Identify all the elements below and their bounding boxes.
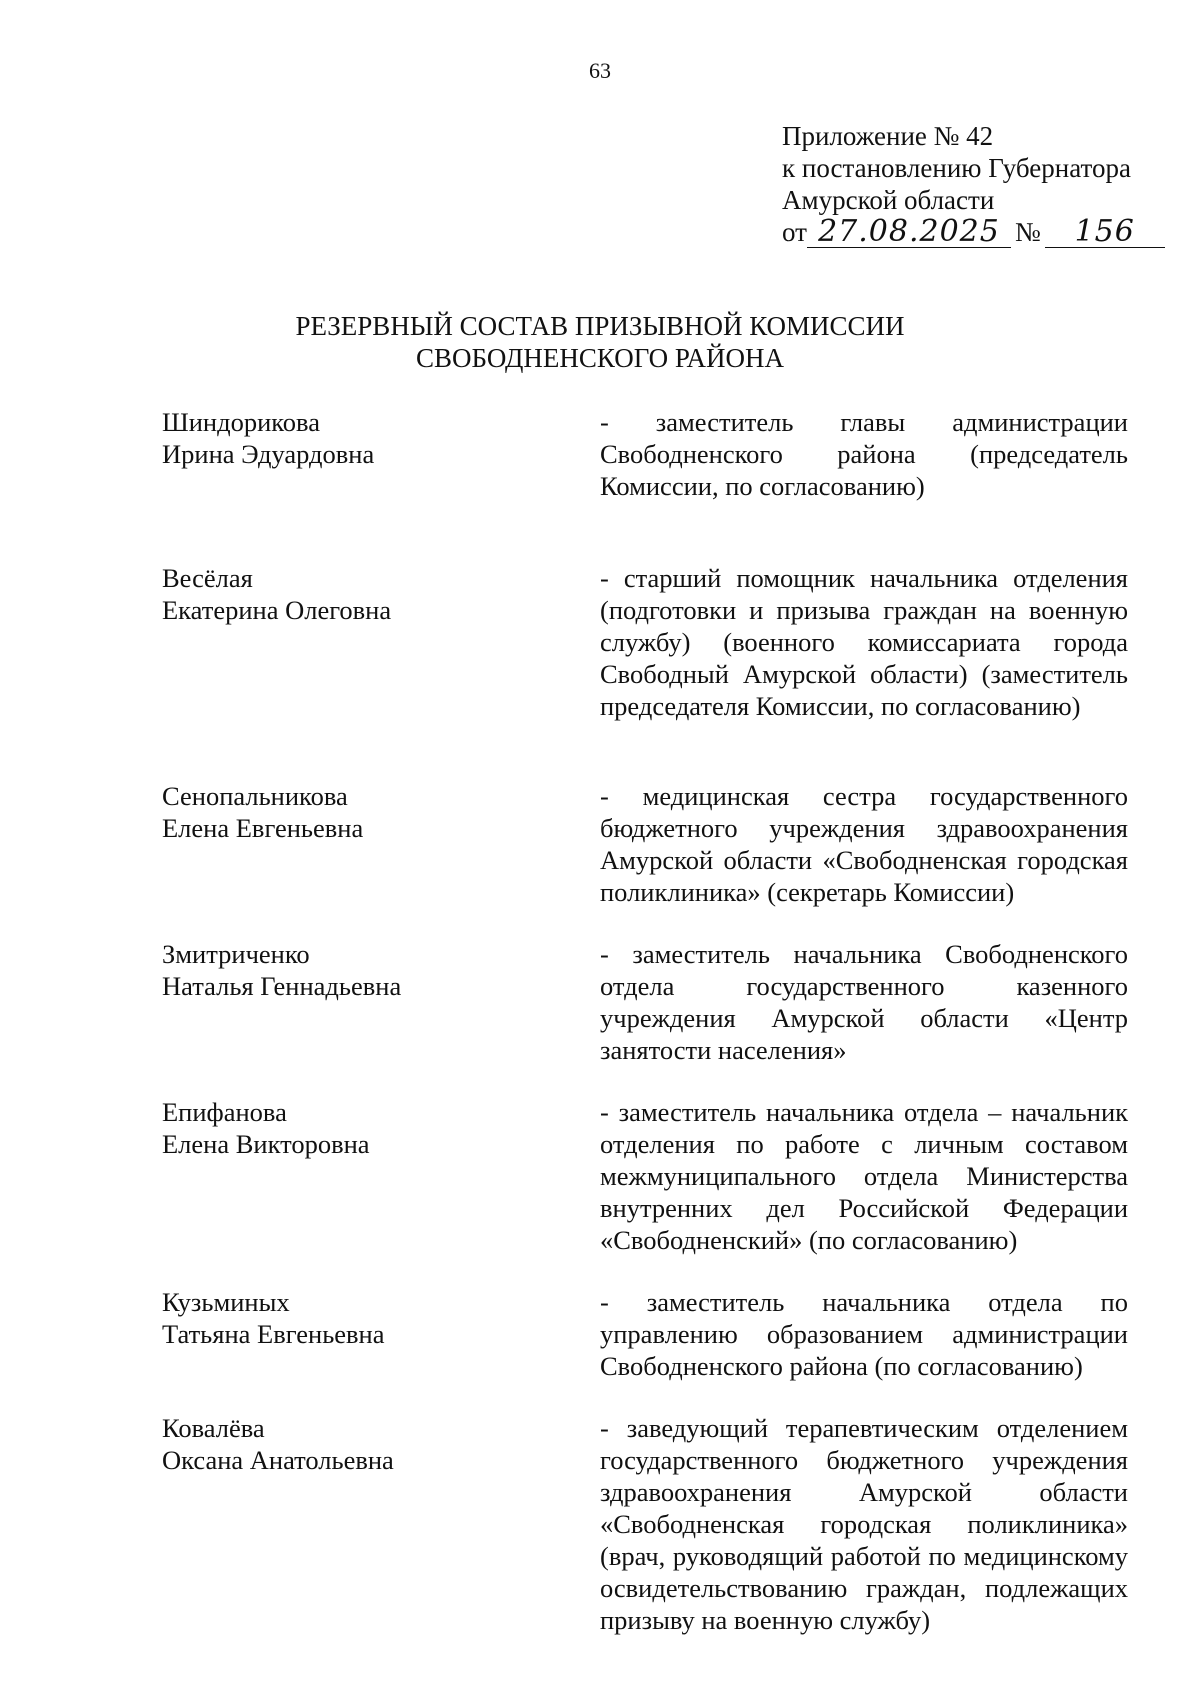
member-role: - старший помощник начальника отделения (подготовки и призыва граждан на военную службу) (военного комиссариата города Свободный Амурской области) (заместитель председателя Комиссии, по согласованию) (600, 563, 1128, 721)
member-role: - заместитель начальника отдела – начальник отделения по работе с личным составом межмуниципального отдела Министерства внутренних дел Российской Федерации «Свободненский» (по согласованию) (600, 1097, 1128, 1255)
member-name (162, 562, 600, 626)
member-given-names: Татьяна Евгеньевна (162, 1319, 385, 1349)
member-row (162, 1286, 1128, 1382)
member-row (162, 562, 1128, 722)
members-list (162, 406, 1128, 1636)
member-name (162, 406, 600, 470)
appendix-header (782, 120, 1165, 248)
member-name (162, 780, 600, 844)
appendix-date-line (782, 216, 1165, 248)
title-line-1: РЕЗЕРВНЫЙ СОСТАВ ПРИЗЫВНОЙ КОМИССИИ (295, 311, 905, 341)
member-role: - заместитель главы администрации Свободненского района (председатель Комиссии, по согласованию) (600, 407, 1128, 501)
number-label: № (1014, 217, 1041, 247)
member-surname: Епифанова (162, 1097, 287, 1127)
appendix-region: Амурской области (782, 185, 995, 215)
appendix-reference: к постановлению Губернатора (782, 153, 1131, 183)
member-row (162, 780, 1128, 908)
member-given-names: Екатерина Олеговна (162, 595, 392, 625)
member-row (162, 406, 1128, 502)
member-surname: Ковалёва (162, 1413, 265, 1443)
handwritten-date: 27.08.2025 (807, 217, 1011, 248)
member-name (162, 1286, 600, 1350)
page-number: 63 (589, 58, 611, 83)
member-given-names: Ирина Эдуардовна (162, 439, 375, 469)
member-name (162, 1412, 600, 1476)
member-role: - медицинская сестра государственного бюджетного учреждения здравоохранения Амурской области «Свободненская городская поликлиника» (секретарь Комиссии) (600, 781, 1128, 907)
title-line-2: СВОБОДНЕНСКОГО РАЙОНА (416, 343, 784, 373)
member-surname: Сенопальникова (162, 781, 348, 811)
document-title (0, 310, 1200, 374)
member-name (162, 938, 600, 1002)
handwritten-number: 156 (1045, 217, 1165, 248)
member-given-names: Елена Евгеньевна (162, 813, 364, 843)
member-surname: Шиндорикова (162, 407, 320, 437)
member-role: - заведующий терапевтическим отделением государственного бюджетного учреждения здравоохранения Амурской области «Свободненская городская поликлиника» (врач, руководящий работой по медицинскому освидетельствованию граждан, подлежащих призыву на военную службу) (600, 1413, 1128, 1635)
member-surname: Весёлая (162, 563, 253, 593)
member-role: - заместитель начальника Свободненского отдела государственного казенного учреждения Амурской области «Центр занятости населения» (600, 939, 1128, 1065)
date-prefix: от (782, 217, 807, 247)
member-surname: Змитриченко (162, 939, 310, 969)
member-row (162, 1412, 1128, 1636)
member-given-names: Наталья Геннадьевна (162, 971, 402, 1001)
member-name (162, 1096, 600, 1160)
member-row (162, 938, 1128, 1066)
member-given-names: Оксана Анатольевна (162, 1445, 394, 1475)
member-given-names: Елена Викторовна (162, 1129, 370, 1159)
member-surname: Кузьминых (162, 1287, 290, 1317)
appendix-number: Приложение № 42 (782, 121, 994, 151)
member-role: - заместитель начальника отдела по управлению образованием администрации Свободненского района (по согласованию) (600, 1287, 1128, 1381)
member-row (162, 1096, 1128, 1256)
